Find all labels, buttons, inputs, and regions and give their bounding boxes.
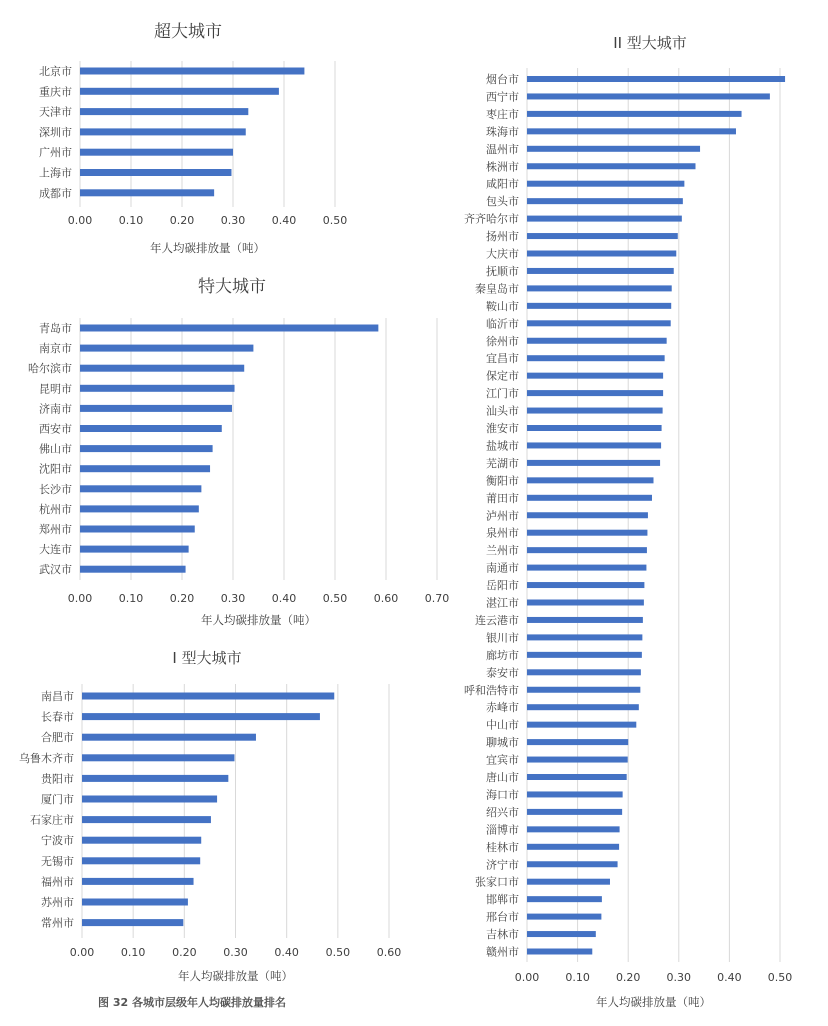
category-label: 邯郸市 xyxy=(486,893,519,907)
category-label: 抚顺市 xyxy=(486,264,519,278)
category-label: 中山市 xyxy=(486,718,519,732)
bar xyxy=(527,373,663,379)
bar xyxy=(527,111,742,117)
x-tick-label: 0.60 xyxy=(376,946,402,959)
bar xyxy=(527,93,770,99)
category-label: 兰州市 xyxy=(486,544,519,558)
bar xyxy=(80,128,246,135)
category-label: 上海市 xyxy=(39,166,72,180)
category-label: 江门市 xyxy=(486,387,519,401)
category-label: 常州市 xyxy=(41,916,74,930)
bar xyxy=(82,796,217,803)
category-label: 温州市 xyxy=(486,142,519,156)
category-label: 张家口市 xyxy=(475,875,519,889)
bar xyxy=(80,189,214,196)
bar xyxy=(82,734,256,741)
category-label: 邢台市 xyxy=(486,910,519,924)
bar xyxy=(527,408,663,414)
bar xyxy=(527,652,642,658)
bar xyxy=(80,169,231,176)
x-tick-label: 0.20 xyxy=(169,214,195,227)
category-label: 武汉市 xyxy=(39,563,72,577)
bar xyxy=(80,88,279,95)
bar xyxy=(527,739,628,745)
x-tick-label: 0.00 xyxy=(67,592,93,605)
category-label: 天津市 xyxy=(39,105,72,119)
category-label: 桂林市 xyxy=(486,840,519,854)
category-label: 宜宾市 xyxy=(486,753,519,767)
x-tick-label: 0.30 xyxy=(220,214,246,227)
x-tick-label: 0.10 xyxy=(120,946,146,959)
bar xyxy=(527,914,601,920)
x-tick-label: 0.40 xyxy=(271,214,297,227)
bar xyxy=(82,919,183,926)
category-label: 赣州市 xyxy=(486,945,519,959)
bar xyxy=(527,198,683,204)
bar xyxy=(527,512,648,518)
category-label: 福州市 xyxy=(41,875,74,889)
category-label: 泸州市 xyxy=(486,509,519,523)
bar xyxy=(527,582,644,588)
bar xyxy=(527,704,639,710)
category-label: 唐山市 xyxy=(486,771,519,784)
bar xyxy=(527,181,684,187)
bar xyxy=(80,385,235,392)
category-label: 莆田市 xyxy=(486,491,519,505)
category-label: 成都市 xyxy=(39,186,72,200)
bar xyxy=(80,566,186,573)
category-label: 南昌市 xyxy=(41,690,74,703)
x-tick-label: 0.10 xyxy=(118,592,144,605)
category-label: 佛山市 xyxy=(39,442,72,456)
category-label: 珠海市 xyxy=(486,125,519,139)
bar xyxy=(527,826,620,832)
category-label: 临沂市 xyxy=(486,317,519,331)
x-tick-label: 0.70 xyxy=(424,592,450,605)
bar xyxy=(527,861,618,867)
bar xyxy=(527,791,623,797)
bar xyxy=(527,634,642,640)
category-label: 杭州市 xyxy=(39,502,72,516)
category-label: 衡阳市 xyxy=(486,474,519,488)
x-tick-label: 0.50 xyxy=(325,946,351,959)
x-tick-label: 0.20 xyxy=(172,946,197,959)
x-axis-label: 年人均碳排放量（吨） xyxy=(596,995,711,1009)
category-label: 赤峰市 xyxy=(486,701,519,715)
bar xyxy=(527,774,627,780)
bar xyxy=(80,445,213,452)
x-tick-label: 0.50 xyxy=(767,971,793,984)
x-tick-label: 0.20 xyxy=(169,592,195,605)
category-label: 西宁市 xyxy=(486,90,519,104)
bar xyxy=(80,526,195,533)
bar xyxy=(80,505,199,512)
bar xyxy=(80,108,248,115)
bar xyxy=(80,405,232,412)
bar xyxy=(80,345,253,352)
bar xyxy=(82,713,320,720)
category-label: 盐城市 xyxy=(486,439,519,453)
category-label: 秦皇岛市 xyxy=(475,282,519,296)
category-label: 湛江市 xyxy=(486,596,519,610)
x-tick-label: 0.20 xyxy=(615,971,641,984)
bar xyxy=(527,146,700,152)
category-label: 保定市 xyxy=(486,369,519,383)
x-tick-label: 0.50 xyxy=(322,214,348,227)
category-label: 齐齐哈尔市 xyxy=(464,212,519,226)
chart-title: 超大城市 xyxy=(154,22,222,42)
category-label: 株洲市 xyxy=(486,160,519,174)
category-label: 烟台市 xyxy=(486,73,519,86)
x-tick-label: 0.30 xyxy=(220,592,246,605)
category-label: 连云港市 xyxy=(475,613,519,627)
bar xyxy=(527,530,647,536)
bar xyxy=(80,68,304,75)
category-label: 西安市 xyxy=(39,422,72,436)
bar xyxy=(527,268,674,274)
bar xyxy=(527,669,641,675)
x-tick-label: 0.10 xyxy=(118,214,144,227)
x-tick-label: 0.40 xyxy=(717,971,742,984)
category-label: 合肥市 xyxy=(41,731,74,745)
bar xyxy=(80,485,201,492)
category-label: 宜昌市 xyxy=(486,352,519,366)
category-label: 乌鲁木齐市 xyxy=(19,751,74,765)
bar xyxy=(82,693,334,700)
category-label: 济宁市 xyxy=(486,858,519,872)
bar xyxy=(527,128,736,134)
chart-title: 特大城市 xyxy=(198,277,266,297)
bar xyxy=(527,442,661,448)
category-label: 芜湖市 xyxy=(486,456,519,470)
category-label: 石家庄市 xyxy=(30,813,74,827)
category-label: 包头市 xyxy=(486,195,519,209)
bar xyxy=(527,879,610,885)
x-axis-label: 年人均碳排放量（吨） xyxy=(178,969,293,983)
figure-caption: 图 32 各城市层级年人均碳排放量排名 xyxy=(98,996,286,1009)
category-label: 沈阳市 xyxy=(39,462,72,476)
bar xyxy=(527,547,647,553)
category-label: 长春市 xyxy=(41,710,74,724)
category-label: 泉州市 xyxy=(486,526,519,540)
bar xyxy=(527,338,667,344)
category-label: 吉林市 xyxy=(486,928,519,942)
bar xyxy=(82,775,228,782)
x-tick-label: 0.10 xyxy=(565,971,590,984)
bar xyxy=(527,425,662,431)
chart-title: I 型大城市 xyxy=(172,649,242,667)
category-label: 岳阳市 xyxy=(486,579,519,593)
category-label: 厦门市 xyxy=(41,793,74,806)
bar xyxy=(527,163,695,169)
bar xyxy=(80,365,244,372)
category-label: 银川市 xyxy=(486,631,519,645)
category-label: 鞍山市 xyxy=(486,299,519,313)
category-label: 扬州市 xyxy=(486,230,519,244)
bar xyxy=(527,896,602,902)
category-label: 无锡市 xyxy=(41,854,74,868)
bar xyxy=(527,722,636,728)
x-tick-label: 0.40 xyxy=(274,946,299,959)
category-label: 贵阳市 xyxy=(41,772,74,786)
x-axis-label: 年人均碳排放量（吨） xyxy=(150,241,265,255)
bar xyxy=(527,565,646,571)
category-label: 淄博市 xyxy=(486,823,519,837)
bar xyxy=(527,285,672,291)
category-label: 郑州市 xyxy=(39,523,72,536)
category-label: 昆明市 xyxy=(39,382,72,396)
bar xyxy=(82,899,188,906)
category-label: 大庆市 xyxy=(486,247,519,261)
bar xyxy=(527,687,640,693)
bar xyxy=(80,149,233,156)
category-label: 济南市 xyxy=(39,402,72,416)
category-label: 南通市 xyxy=(486,561,519,575)
category-label: 长沙市 xyxy=(39,482,72,496)
category-label: 枣庄市 xyxy=(486,107,519,121)
bar xyxy=(527,460,660,466)
x-tick-label: 0.30 xyxy=(666,971,692,984)
bar xyxy=(527,477,654,483)
bar xyxy=(82,878,194,885)
x-tick-label: 0.50 xyxy=(322,592,348,605)
category-label: 深圳市 xyxy=(39,125,72,139)
bar xyxy=(527,216,682,222)
bar xyxy=(527,390,663,396)
category-label: 大连市 xyxy=(39,543,72,557)
x-tick-label: 0.40 xyxy=(271,592,297,605)
category-label: 绍兴市 xyxy=(486,805,519,819)
category-label: 呼和浩特市 xyxy=(464,683,519,697)
category-label: 海口市 xyxy=(486,788,519,802)
bar xyxy=(527,251,676,257)
bar xyxy=(82,837,201,844)
bar xyxy=(527,76,785,82)
bar xyxy=(527,355,665,361)
category-label: 苏州市 xyxy=(41,896,74,909)
category-label: 哈尔滨市 xyxy=(28,362,72,376)
bar xyxy=(527,809,622,815)
bar xyxy=(82,754,234,761)
category-label: 宁波市 xyxy=(41,834,74,848)
bar xyxy=(80,465,210,472)
chart-title: II 型大城市 xyxy=(613,34,687,52)
category-label: 淮安市 xyxy=(486,422,519,435)
category-label: 汕头市 xyxy=(486,404,519,418)
category-label: 泰安市 xyxy=(486,666,519,680)
bar xyxy=(527,844,619,850)
bar xyxy=(527,931,596,937)
bar xyxy=(82,816,211,823)
category-label: 青岛市 xyxy=(39,322,72,335)
bar xyxy=(527,949,592,955)
bar xyxy=(527,757,628,763)
category-label: 北京市 xyxy=(39,65,72,78)
category-label: 徐州市 xyxy=(486,334,519,348)
bar xyxy=(527,320,671,326)
bar xyxy=(527,495,652,501)
x-tick-label: 0.30 xyxy=(223,946,248,959)
x-tick-label: 0.60 xyxy=(373,592,399,605)
x-tick-label: 0.00 xyxy=(67,214,93,227)
bar xyxy=(82,857,200,864)
bar xyxy=(527,600,644,606)
bar xyxy=(527,303,671,309)
bar xyxy=(80,425,222,432)
bar xyxy=(80,546,189,553)
category-label: 重庆市 xyxy=(39,85,72,99)
category-label: 南京市 xyxy=(39,342,72,356)
category-label: 廊坊市 xyxy=(486,648,519,662)
x-axis-label: 年人均碳排放量（吨） xyxy=(201,613,316,627)
x-tick-label: 0.00 xyxy=(69,946,95,959)
bar xyxy=(527,233,678,239)
bar xyxy=(527,617,643,623)
category-label: 广州市 xyxy=(39,146,72,160)
x-tick-label: 0.00 xyxy=(514,971,540,984)
category-label: 聊城市 xyxy=(486,736,519,750)
category-label: 咸阳市 xyxy=(486,177,519,191)
bar xyxy=(80,325,378,332)
